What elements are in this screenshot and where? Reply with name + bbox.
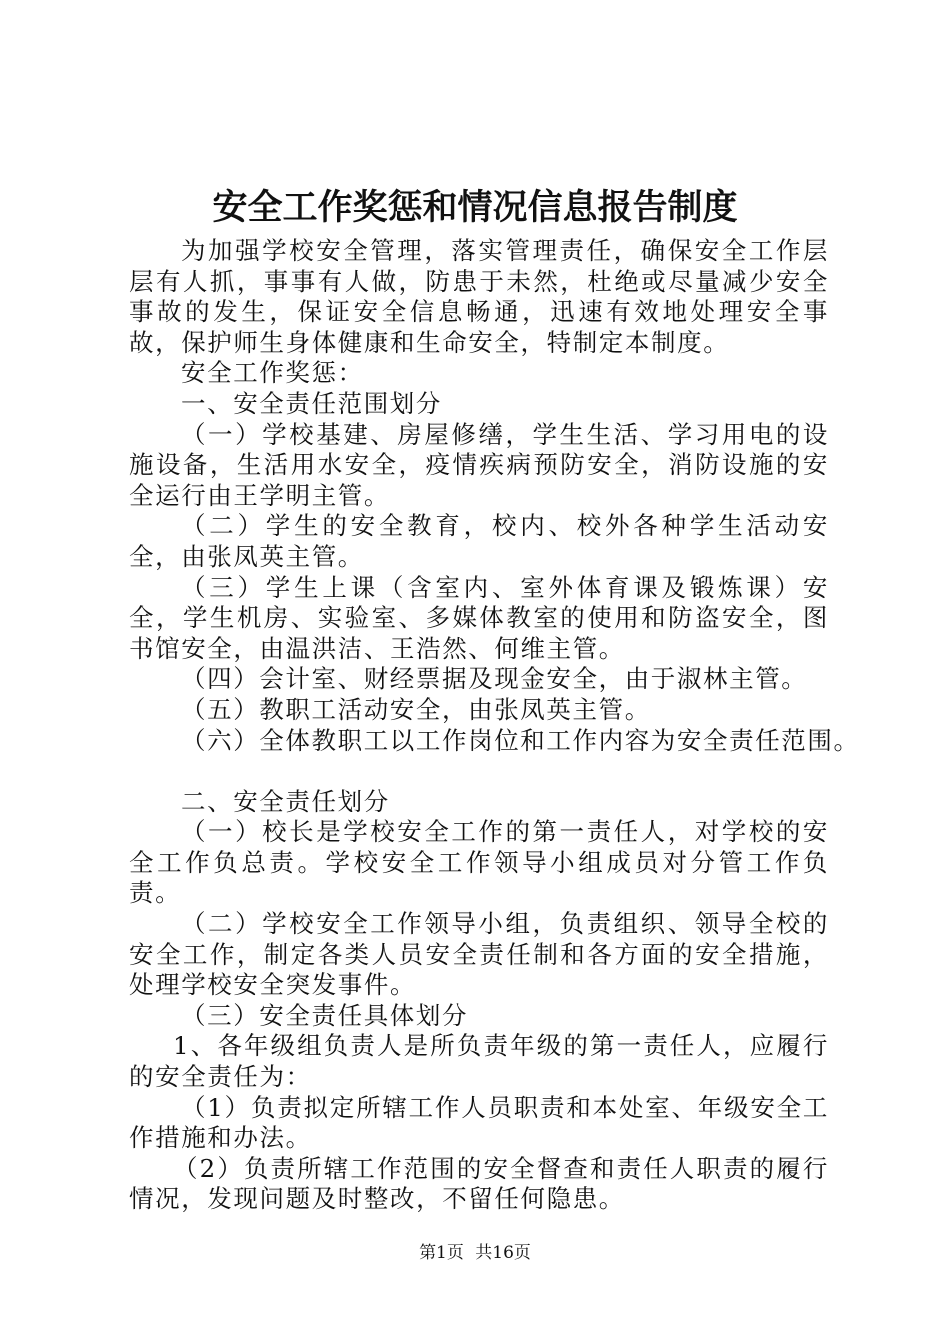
duty-item-2: （二）学校安全工作领导小组，负责组织、领导全校的安全工作，制定各类人员安全责任制和各方面的安全措施，处理学校安全突发事件。 (129, 909, 829, 1000)
duty-item-1: （一）校长是学校安全工作的第一责任人，对学校的安全工作负总责。学校安全工作领导小组成员对分管工作负责。 (129, 817, 829, 908)
page-footer (0, 1241, 950, 1265)
scope-item-6: （六）全体教职工以工作岗位和工作内容为安全责任范围。 (181, 725, 860, 755)
section-heading-scope: 一、安全责任范围划分 (181, 388, 442, 418)
scope-item-4: （四）会计室、财经票据及现金安全，由于淑林主管。 (181, 664, 808, 694)
section-heading-rewards: 安全工作奖惩： (181, 358, 364, 388)
duty-item-3: （三）安全责任具体划分 (181, 1000, 469, 1030)
section-heading-duty: 二、安全责任划分 (181, 786, 390, 816)
document-body (129, 236, 860, 1215)
duty-subitem-1-1: （1）负责拟定所辖工作人员职责和本处室、年级安全工作措施和办法。 (129, 1092, 829, 1153)
page-number: 第1页 (419, 1243, 464, 1263)
scope-item-5: （五）教职工活动安全，由张凤英主管。 (181, 694, 651, 724)
duty-subitem-1-2: （2）负责所辖工作范围的安全督查和责任人职责的履行情况，发现问题及时整改，不留任何隐患。 (129, 1153, 829, 1214)
duty-subitem-1: 1、各年级组负责人是所负责年级的第一责任人，应履行的安全责任为： (129, 1031, 829, 1092)
scope-item-1: （一）学校基建、房屋修缮，学生生活、学习用电的设施设备，生活用水安全，疫情疾病预防安全，消防设施的安全运行由王学明主管。 (129, 419, 829, 510)
page-total: 共16页 (475, 1243, 531, 1263)
scope-item-2: （二）学生的安全教育，校内、校外各种学生活动安全，由张凤英主管。 (129, 511, 829, 571)
blank-line (129, 756, 829, 787)
scope-item-3: （三）学生上课（含室内、室外体育课及锻炼课）安全，学生机房、实验室、多媒体教室的使用和防盗安全，图书馆安全，由温洪洁、王浩然、何维主管。 (129, 572, 829, 663)
intro-paragraph: 为加强学校安全管理，落实管理责任，确保安全工作层层有人抓，事事有人做，防患于未然，杜绝或尽量减少安全事故的发生，保证安全信息畅通，迅速有效地处理安全事故，保护师生身体健康和生命安全，特制定本制度。 (129, 236, 829, 357)
document-title: 安全工作奖惩和情况信息报告制度 (212, 187, 738, 228)
